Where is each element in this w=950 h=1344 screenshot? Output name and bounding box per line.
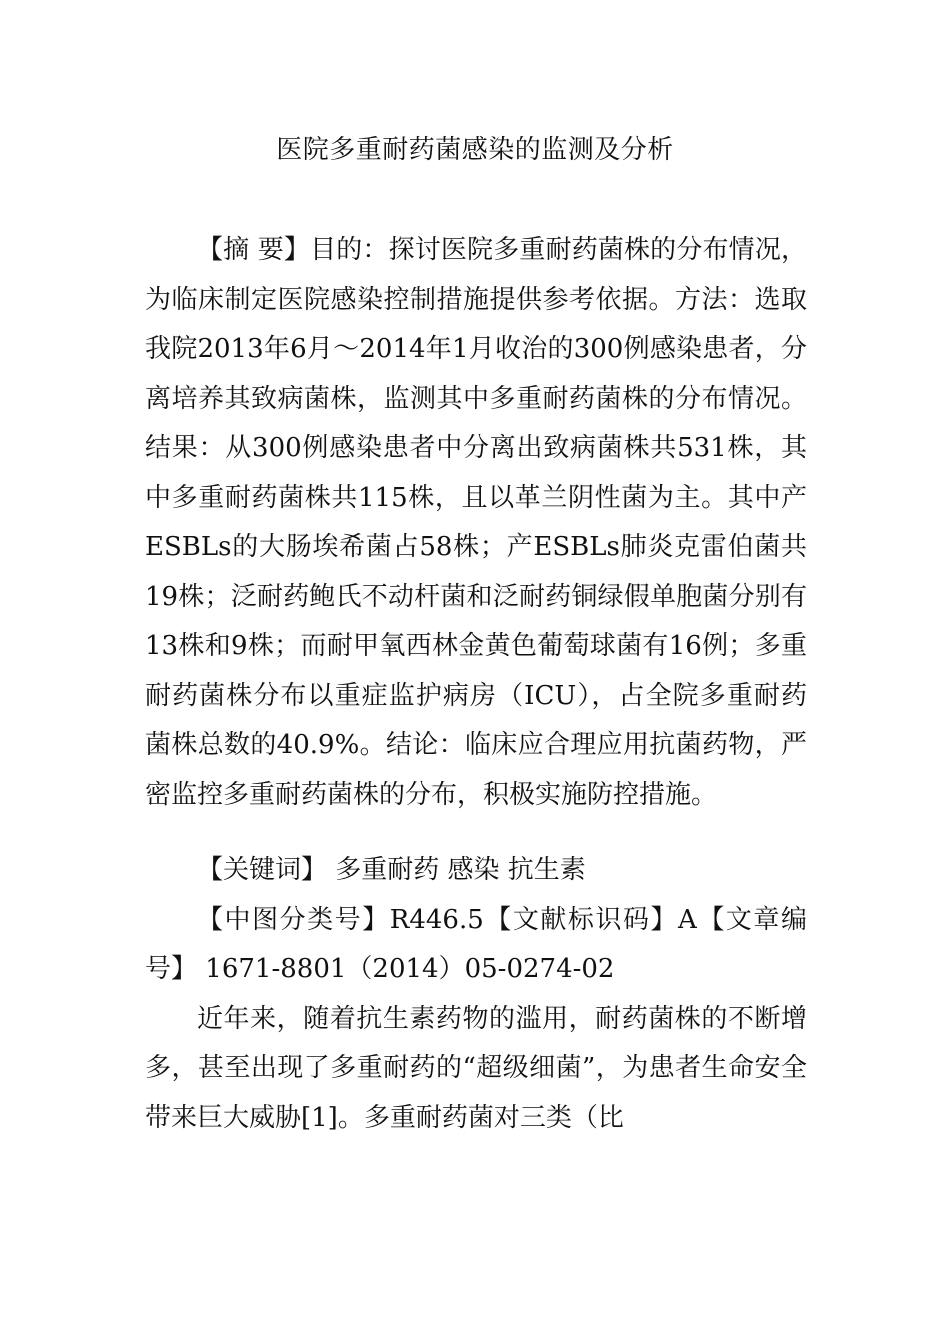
keywords-text: 多重耐药 感染 抗生素	[327, 855, 586, 885]
doc-code-label: 【文献标识码】	[483, 904, 679, 935]
article-no-value: 1671-8801（2014）05-0274-02	[197, 954, 615, 984]
document-body	[145, 226, 807, 1143]
article-no-label: 【文章编号】	[145, 904, 807, 984]
classification-value: R446.5	[389, 904, 484, 935]
abstract-paragraph	[145, 226, 807, 820]
doc-code-value: A	[678, 904, 697, 935]
document-title: 医院多重耐药菌感染的监测及分析	[276, 135, 674, 165]
classification-paragraph	[145, 896, 807, 995]
keywords-paragraph	[145, 846, 807, 896]
classification-label: 【中图分类号】	[197, 904, 390, 935]
keywords-label: 【关键词】	[197, 855, 328, 885]
body-paragraph: 近年来，随着抗生素药物的滥用，耐药菌株的不断增多，甚至出现了多重耐药的“超级细菌”，为患者生命安全带来巨大威胁[1]。多重耐药菌对三类（比	[145, 1003, 807, 1133]
abstract-label: 【摘 要】	[197, 235, 311, 265]
abstract-text: 目的：探讨医院多重耐药菌株的分布情况，为临床制定医院感染控制措施提供参考依据。方法：选取我院2013年6月～2014年1月收治的300例感染患者，分离培养其致病菌株，监测其中多重耐药菌株的分布情况。结果：从300例感染患者中分离出致病菌株共531株，其中多重耐药菌株共115株，且以革兰阴性菌为主。其中产ESBLs的大肠埃希菌占58株；产ESBLs肺炎克雷伯菌共19株；泛耐药鲍氏不动杆菌和泛耐药铜绿假单胞菌分别有13株和9株；而耐甲氧西林金黄色葡萄球菌有16例；多重耐药菌株分布以重症监护病房（ICU），占全院多重耐药菌株总数的40.9%。结论：临床应合理应用抗菌药物，严密监控多重耐药菌株的分布，积极实施防控措施。	[145, 235, 807, 810]
